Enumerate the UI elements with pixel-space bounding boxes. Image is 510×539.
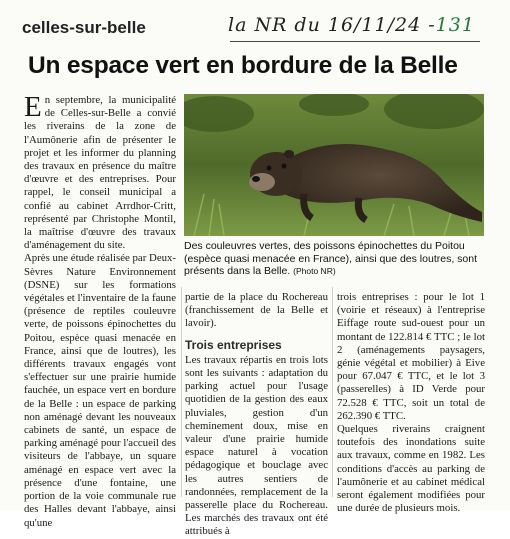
article-column-2 <box>185 291 328 539</box>
drop-cap: E <box>24 91 42 123</box>
photo-caption <box>184 240 486 278</box>
intro-text: n septembre, la municipalité de Celles-sur-Belle a convié les riverains de la zone de l'Aumônerie afin de présenter le projet et les informer du planning des travaux en présence du maître d'œuvre et des entreprises. Pour rappel, le conseil municipal a confié au cabinet Arrdhor-Critt, représenté par Christophe Montil, la maîtrise d'œuvre des travaux d'aménagement du site. <box>24 94 176 252</box>
continuation-paragraph: partie de la place du Rochereau (franchissement de la Belle et lavoir). <box>185 291 328 330</box>
subheading: Trois entreprises <box>185 337 282 352</box>
otter-illustration <box>184 94 484 236</box>
photo-credit: (Photo NR) <box>293 266 336 276</box>
article-column-1 <box>24 91 176 530</box>
column-divider <box>181 287 182 497</box>
works-paragraph: Les travaux répartis en trois lots sont les suivants : adaptation du parking actuel pour l'usage quotidien de la gestion des eaux pluviales, gestion d'un cheminement doux, mise en valeur d'une prairie humide espace naturel à vocation pédagogique et bouclage avec les autres sentiers de randonnées, remplacement de la passerelle place du Rochereau. Les marchés des travaux ont été attribués à <box>185 353 328 538</box>
column-divider <box>332 287 333 497</box>
handwritten-date: la NR du 16/11/24 - <box>228 14 436 36</box>
contracts-paragraph: trois entreprises : pour le lot 1 (voirie et réseaux) à l'entreprise Eiffage route sud-ouest pour un montant de 122.814 € TTC ; le lot 2 (aménagements paysagers, génie végétal et mobilier) à Eive pour 67.047 € TTC, et le lot 3 (passerelles) à ID Verde pour 72.528 € TTC, soit un total de 262.390 € TTC. <box>337 291 485 422</box>
otter-photo <box>184 94 484 236</box>
residents-paragraph: Quelques riverains craignent toutefois des inondations suite aux travaux, comme en 1982. Les conditions d'accès au parking de l'aumônerie et au cabinet médical seront également modifiées pour une durée de plusieurs mois. <box>337 423 485 515</box>
section-label: celles-sur-belle <box>22 18 146 37</box>
article-headline: Un espace vert en bordure de la Belle <box>28 52 458 79</box>
article-column-3 <box>337 291 485 515</box>
study-paragraph: Après une étude réalisée par Deux-Sèvres Nature Environnement (DSNE) sur les formations végétales et l'inventaire de la faune (présence de reptiles couleuvre verte, de poissons épinochettes du Poitou, espèce quasi menacée en France, ainsi que de loutres), les différents travaux engagés vont s'effectuer sur une prairie humide fauchée, un espace vert en bordure de la Belle : un espace de parking non aménagé devant les nouveaux cabinets de santé, un espace de parking aménagé pour l'accueil des visiteurs de l'abbaye, un square aménagé en espace vert avec la présence d'une fontaine, une portion de la voie communale rue des Halles devant l'abbaye, ainsi qu'une <box>24 252 176 529</box>
handwritten-underline <box>230 41 480 42</box>
handwritten-annotation <box>228 14 475 36</box>
handwritten-number: 131 <box>435 14 475 36</box>
intro-paragraph <box>24 91 176 252</box>
caption-text: Des couleuvres vertes, des poissons épinochettes du Poitou (espèce quasi menacée en France), ainsi que des loutres, sont présents dans la Belle. <box>184 240 478 277</box>
